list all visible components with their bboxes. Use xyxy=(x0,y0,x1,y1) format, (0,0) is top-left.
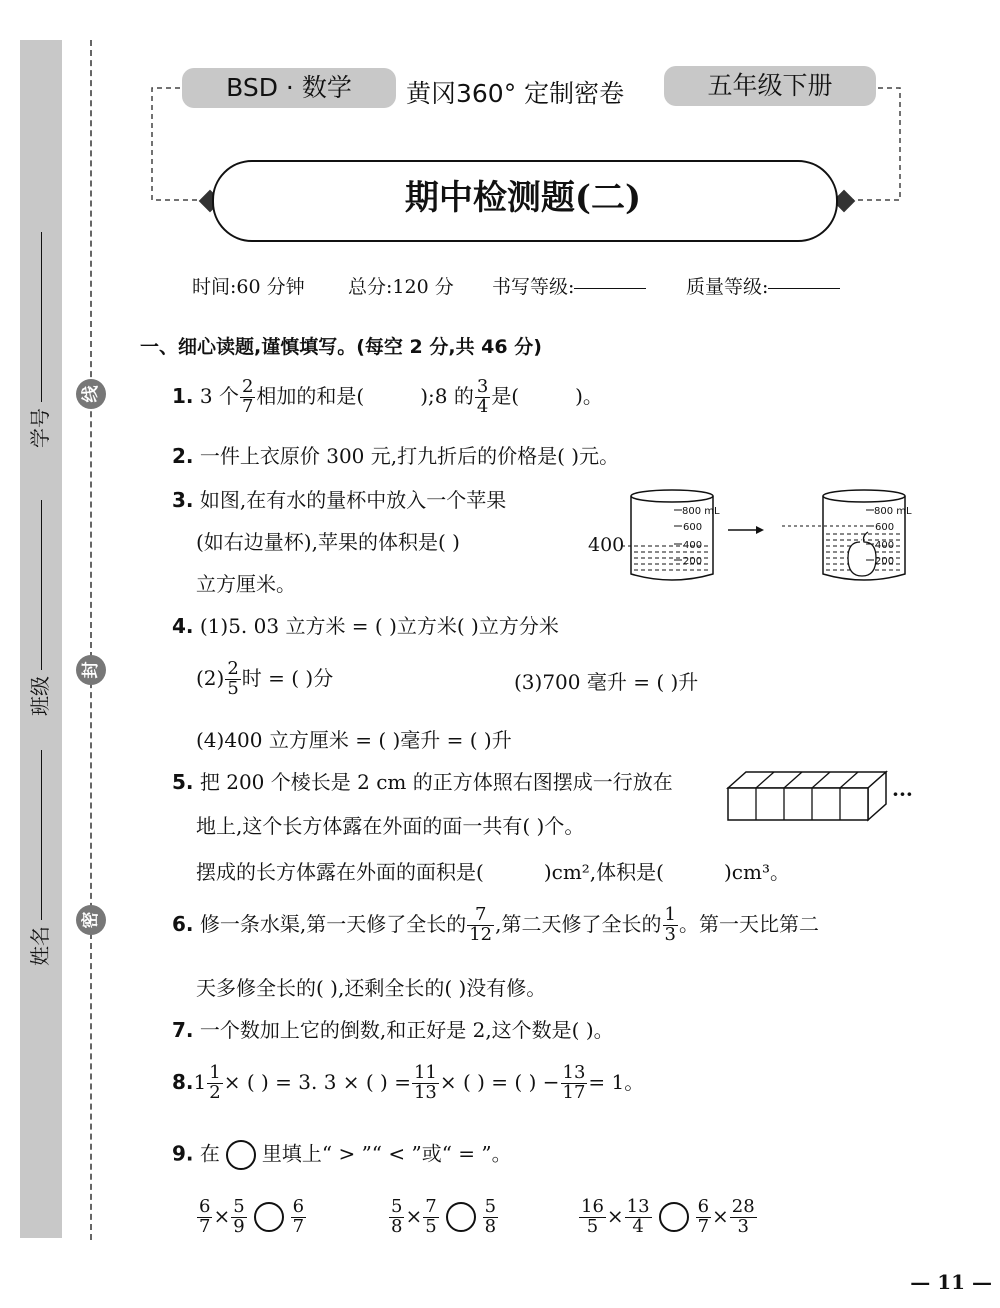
cup1-mark-600: 600 xyxy=(683,522,703,533)
mark-secret: 密 xyxy=(76,905,106,935)
compare-expr-3: $\frac{16}{5}$ × $\frac{13}{4}$ $\frac{6}{7}$ × $\frac{28}{3}$ xyxy=(581,1196,755,1237)
question-6-line1: 6. 修一条水渠,第一天修了全长的 $\frac{7}{12}$ ,第二天修了全长的 $\frac{1}{3}$ 。第一天比第二 xyxy=(172,904,819,945)
question-2: 2. 一件上衣原价 300 元,打九折后的价格是( )元。 xyxy=(172,444,620,468)
student-id-label: 学号 xyxy=(24,232,53,448)
question-4-part3: (3)700 毫升 = ( )升 xyxy=(514,670,699,694)
question-3-line2: (如右边量杯),苹果的体积是( ) xyxy=(196,530,460,554)
cut-line xyxy=(90,40,92,1240)
question-3-line1: 3. 如图,在有水的量杯中放入一个苹果 xyxy=(172,488,507,512)
compare-expr-2: $\frac{5}{8}$ × $\frac{7}{5}$ $\frac{5}{8}$ xyxy=(391,1196,497,1237)
cup1-mark-400: 400 xyxy=(683,540,703,551)
question-6-line2: 天多修全长的( ),还剩全长的( )没有修。 xyxy=(196,976,547,1000)
page-number: — 11 — xyxy=(910,1270,992,1294)
level-400-label: 400 xyxy=(588,534,625,556)
continuation-dots: ··· xyxy=(892,782,913,806)
question-4-line3: (4)400 立方厘米 = ( )毫升 = ( )升 xyxy=(196,728,512,752)
question-1: 1. 3 个 $\frac{2}{7}$ 相加的和是( );8 的 $\frac{3}{4}$ 是( )。 xyxy=(172,376,603,417)
measuring-cups-figure xyxy=(622,486,922,586)
mark-seal: 封 xyxy=(76,655,106,685)
question-8: 8.1 $\frac{1}{2}$ × ( ) = 3. 3 × ( ) = $\frac{11}{13}$ × ( ) = ( ) − $\frac{13}{17}$ = 1。 xyxy=(172,1062,645,1103)
cup2-mark-400: 400 xyxy=(875,540,895,551)
question-4-line1: 4. (1)5. 03 立方米 = ( )立方米( )立方分米 xyxy=(172,614,559,638)
series-title: 黄冈360° 定制密卷 xyxy=(406,79,625,108)
total-info: 总分:120 分 xyxy=(348,276,454,298)
answer-circle-2[interactable] xyxy=(446,1202,476,1232)
class-label: 班级 xyxy=(24,500,53,716)
cup1-mark-800: 800 mL xyxy=(682,506,720,517)
quality-grade: 质量等级: xyxy=(686,272,840,299)
compare-circle-icon xyxy=(226,1140,256,1170)
compare-expr-1: $\frac{6}{7}$ × $\frac{5}{9}$ $\frac{6}{7}$ xyxy=(199,1196,305,1237)
writing-grade: 书写等级: xyxy=(492,272,646,299)
question-7: 7. 一个数加上它的倒数,和正好是 2,这个数是( )。 xyxy=(172,1018,614,1042)
grade-pill: 五年级下册 xyxy=(664,66,876,106)
subject-pill: BSD · 数学 xyxy=(182,68,396,108)
question-9: 9. 在 里填上“ > ”“ < ”或“ = ”。 xyxy=(172,1140,512,1170)
question-4-line2: (2) $\frac{2}{5}$ 时 = ( )分 xyxy=(196,658,334,699)
answer-circle-3[interactable] xyxy=(659,1202,689,1232)
answer-circle-1[interactable] xyxy=(254,1202,284,1232)
cup2-mark-600: 600 xyxy=(875,522,895,533)
cup2-mark-800: 800 mL xyxy=(874,506,912,517)
time-info: 时间:60 分钟 xyxy=(192,276,305,298)
cup2-mark-200: 200 xyxy=(875,556,895,567)
question-5-line3: 摆成的长方体露在外面的面积是( )cm²,体积是( )cm³。 xyxy=(196,860,790,884)
page-title: 期中检测题(二) xyxy=(404,178,642,218)
mark-line: 线 xyxy=(76,379,106,409)
cube-row-figure xyxy=(726,770,888,822)
name-label: 姓名 xyxy=(24,750,53,966)
question-5-line1: 5. 把 200 个棱长是 2 cm 的正方体照右图摆成一行放在 xyxy=(172,770,673,794)
question-5-line2: 地上,这个长方体露在外面的面一共有( )个。 xyxy=(196,814,585,838)
section-heading: 一、细心读题,谨慎填写。(每空 2 分,共 46 分) xyxy=(140,336,542,358)
question-3-line3: 立方厘米。 xyxy=(196,572,296,596)
cup1-mark-200: 200 xyxy=(683,556,703,567)
